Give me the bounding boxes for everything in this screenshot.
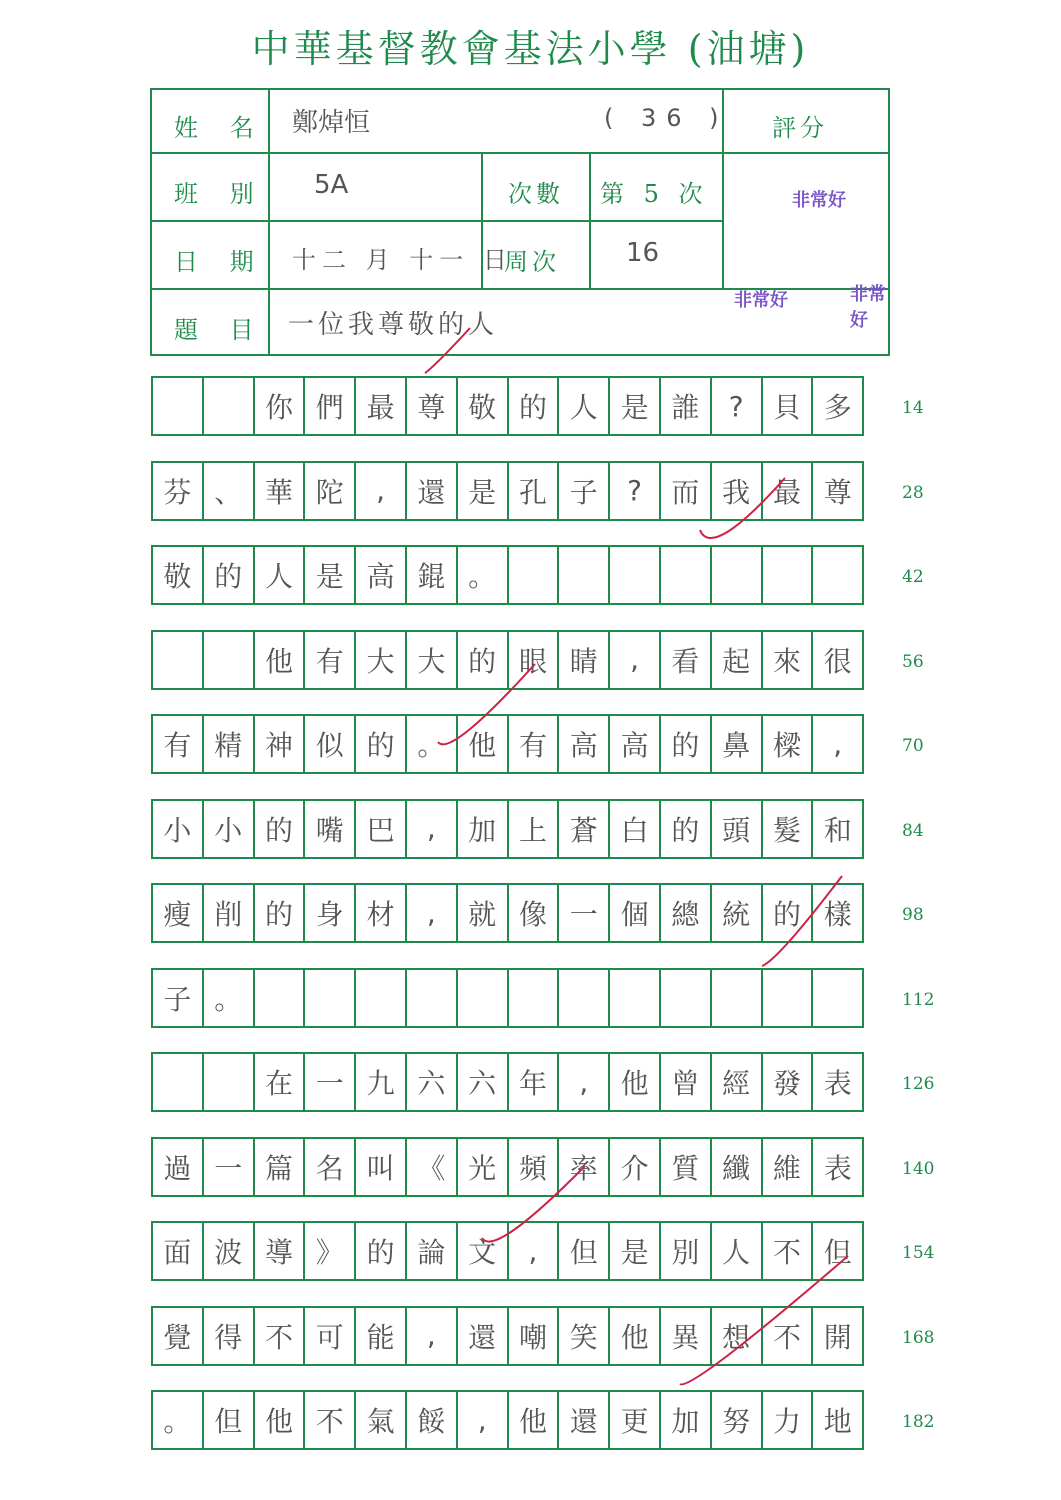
grid-cell: 但 — [811, 1221, 864, 1281]
page-title: 中華基督教會基法小學 (油塘) — [251, 27, 810, 71]
grid-cell: 統 — [710, 883, 763, 943]
character-count: 84 — [902, 820, 924, 841]
grid-cell: , — [608, 630, 661, 690]
grid-cell: 一 — [303, 1052, 356, 1112]
grid-cell — [202, 376, 255, 436]
grid-cell: 來 — [761, 630, 814, 690]
grid-cell — [151, 630, 204, 690]
grid-cell: , — [557, 1052, 610, 1112]
grid-cell: 餒 — [405, 1390, 458, 1450]
grid-cell: 瘦 — [151, 883, 204, 943]
grid-cell: 能 — [354, 1306, 407, 1366]
grid-cell: 上 — [507, 799, 560, 859]
character-count: 42 — [902, 567, 924, 587]
grid-cell: 文 — [456, 1221, 509, 1281]
grid-cell: 像 — [507, 883, 560, 943]
grid-cell: , — [811, 714, 864, 774]
grid-cell: 貝 — [761, 376, 814, 436]
grid-cell: 樑 — [761, 714, 814, 774]
grid-cell — [303, 968, 356, 1028]
grid-cell: 在 — [253, 1052, 306, 1112]
grid-cell: 表 — [811, 1137, 864, 1197]
grid-cell: 是 — [303, 545, 356, 605]
grid-row — [151, 461, 890, 521]
grid-cell: 。 — [202, 968, 255, 1028]
grid-cell: 看 — [659, 630, 712, 690]
grid-cell: 叫 — [354, 1137, 407, 1197]
grid-cell: 的 — [202, 545, 255, 605]
grid-cell: 巴 — [354, 799, 407, 859]
grid-cell: 加 — [659, 1390, 712, 1450]
grid-row — [151, 1221, 890, 1281]
grid-cell: 大 — [354, 630, 407, 690]
grid-cell — [761, 545, 814, 605]
grid-cell — [710, 545, 763, 605]
grid-cell: 的 — [253, 799, 306, 859]
grid-cell: 光 — [456, 1137, 509, 1197]
grid-cell: 頻 — [507, 1137, 560, 1197]
grid-cell: 的 — [354, 714, 407, 774]
grid-cell: 質 — [659, 1137, 712, 1197]
grid-cell: 神 — [253, 714, 306, 774]
grid-cell: 還 — [456, 1306, 509, 1366]
grid-cell: 波 — [202, 1221, 255, 1281]
grid-cell: , — [456, 1390, 509, 1450]
grid-row — [151, 799, 890, 859]
grid-cell: 導 — [253, 1221, 306, 1281]
grid-cell: 孔 — [507, 461, 560, 521]
name-value: 鄭焯恒 — [292, 108, 371, 138]
grid-cell: 有 — [303, 630, 356, 690]
grid-cell: 的 — [659, 714, 712, 774]
grid-cell: 嘴 — [303, 799, 356, 859]
grid-cell: 他 — [608, 1306, 661, 1366]
grid-cell: 你 — [253, 376, 306, 436]
grid-cell: 六 — [405, 1052, 458, 1112]
stamp-very-good: 非常好 — [850, 284, 886, 331]
character-count: 28 — [902, 482, 924, 503]
grid-cell: 可 — [303, 1306, 356, 1366]
grid-row — [151, 1052, 890, 1112]
grid-cell: 。 — [151, 1390, 204, 1450]
grid-cell: 芬 — [151, 461, 204, 521]
grid-cell: 論 — [405, 1221, 458, 1281]
grid-cell: 大 — [405, 630, 458, 690]
grid-cell: 纖 — [710, 1137, 763, 1197]
character-count: 70 — [902, 736, 924, 756]
grid-cell — [405, 968, 458, 1028]
grid-cell: 陀 — [303, 461, 356, 521]
grid-cell: 錕 — [405, 545, 458, 605]
grid-cell: 力 — [761, 1390, 814, 1450]
character-count: 126 — [902, 1074, 935, 1094]
grid-cell: 介 — [608, 1137, 661, 1197]
grid-cell: 他 — [253, 630, 306, 690]
grid-cell: 的 — [507, 376, 560, 436]
grid-cell: 過 — [151, 1137, 204, 1197]
grid-cell — [761, 968, 814, 1028]
grid-cell: 眼 — [507, 630, 560, 690]
name-label: 姓 名 — [174, 114, 266, 142]
grid-cell: , — [507, 1221, 560, 1281]
stamp-very-good: 非常好 — [734, 290, 788, 311]
grid-cell: 、 — [202, 461, 255, 521]
grid-cell: 他 — [253, 1390, 306, 1450]
grid-cell: 尊 — [811, 461, 864, 521]
character-count: 14 — [902, 398, 924, 418]
score-label: 評分 — [772, 114, 828, 142]
character-count: 154 — [902, 1243, 935, 1263]
grid-cell: 九 — [354, 1052, 407, 1112]
grid-cell — [811, 968, 864, 1028]
grid-cell: 睛 — [557, 630, 610, 690]
grid-cell: 的 — [456, 630, 509, 690]
grid-cell: 子 — [557, 461, 610, 521]
grid-cell: 努 — [710, 1390, 763, 1450]
grid-cell: 就 — [456, 883, 509, 943]
grid-cell: 子 — [151, 968, 204, 1028]
grid-cell — [608, 545, 661, 605]
grid-cell: 敬 — [456, 376, 509, 436]
grid-cell: 經 — [710, 1052, 763, 1112]
grid-cell: 不 — [761, 1306, 814, 1366]
grid-cell — [202, 1052, 255, 1112]
grid-cell: 尊 — [405, 376, 458, 436]
grid-cell: 別 — [659, 1221, 712, 1281]
date-label: 日 期 — [174, 248, 266, 276]
grid-cell: 》 — [303, 1221, 356, 1281]
grid-cell: 多 — [811, 376, 864, 436]
grid-cell: 華 — [253, 461, 306, 521]
grid-cell: 白 — [608, 799, 661, 859]
grid-cell: 。 — [456, 545, 509, 605]
grid-cell: 誰 — [659, 376, 712, 436]
grid-cell: 曾 — [659, 1052, 712, 1112]
grid-cell: 率 — [557, 1137, 610, 1197]
grid-cell — [507, 545, 560, 605]
grid-cell: 《 — [405, 1137, 458, 1197]
times-value: 第 5 次 — [600, 180, 709, 208]
grid-cell: 鼻 — [710, 714, 763, 774]
grid-cell: 面 — [151, 1221, 204, 1281]
grid-cell: 的 — [253, 883, 306, 943]
grid-cell: 我 — [710, 461, 763, 521]
grid-cell: ? — [710, 376, 763, 436]
grid-row — [151, 1390, 890, 1450]
grid-row — [151, 1137, 890, 1197]
grid-cell: , — [405, 799, 458, 859]
grid-cell — [354, 968, 407, 1028]
grid-cell: 但 — [557, 1221, 610, 1281]
grid-cell: 高 — [608, 714, 661, 774]
grid-cell: 敬 — [151, 545, 204, 605]
grid-cell: 人 — [253, 545, 306, 605]
grid-cell: 不 — [303, 1390, 356, 1450]
grid-cell: 但 — [202, 1390, 255, 1450]
grid-cell: 髮 — [761, 799, 814, 859]
grid-cell: 嘲 — [507, 1306, 560, 1366]
topic-label: 題 目 — [174, 316, 266, 344]
grid-cell: 人 — [557, 376, 610, 436]
grid-cell: 高 — [354, 545, 407, 605]
grid-cell: 覺 — [151, 1306, 204, 1366]
grid-cell — [253, 968, 306, 1028]
grid-cell: 地 — [811, 1390, 864, 1450]
character-count: 56 — [902, 651, 924, 672]
grid-cell: 笑 — [557, 1306, 610, 1366]
grid-cell: 個 — [608, 883, 661, 943]
grid-cell — [151, 1052, 204, 1112]
grid-cell: 一 — [557, 883, 610, 943]
grid-cell: 六 — [456, 1052, 509, 1112]
class-value: 5A — [314, 170, 349, 200]
grid-cell: 加 — [456, 799, 509, 859]
grid-cell: 表 — [811, 1052, 864, 1112]
grid-cell: 而 — [659, 461, 712, 521]
grid-cell: 材 — [354, 883, 407, 943]
grid-cell: 起 — [710, 630, 763, 690]
topic-value: 一位我尊敬的人 — [288, 310, 499, 340]
grid-cell: 氣 — [354, 1390, 407, 1450]
grid-cell: 更 — [608, 1390, 661, 1450]
character-count: 140 — [902, 1158, 935, 1179]
grid-cell: 是 — [608, 376, 661, 436]
grid-cell: 名 — [303, 1137, 356, 1197]
grid-cell: 有 — [151, 714, 204, 774]
grid-cell: 異 — [659, 1306, 712, 1366]
grid-cell — [557, 545, 610, 605]
grid-cell: 人 — [710, 1221, 763, 1281]
grid-cell: 蒼 — [557, 799, 610, 859]
grid-cell: 的 — [659, 799, 712, 859]
grid-cell: 是 — [608, 1221, 661, 1281]
grid-cell: 想 — [710, 1306, 763, 1366]
grid-cell: 得 — [202, 1306, 255, 1366]
grid-cell: 樣 — [811, 883, 864, 943]
grid-cell: 和 — [811, 799, 864, 859]
grid-cell: 不 — [253, 1306, 306, 1366]
grid-cell: 的 — [761, 883, 814, 943]
grid-cell: ? — [608, 461, 661, 521]
grid-row — [151, 376, 890, 436]
class-label: 班 別 — [174, 180, 266, 208]
grid-row — [151, 883, 890, 943]
grid-cell — [202, 630, 255, 690]
grid-cell: 總 — [659, 883, 712, 943]
grid-row — [151, 545, 890, 605]
grid-cell — [507, 968, 560, 1028]
grid-cell: 似 — [303, 714, 356, 774]
grid-cell: 他 — [507, 1390, 560, 1450]
grid-cell: 精 — [202, 714, 255, 774]
grid-cell: 篇 — [253, 1137, 306, 1197]
week-label: 周次 — [504, 248, 560, 276]
grid-cell: 身 — [303, 883, 356, 943]
grid-cell: 最 — [354, 376, 407, 436]
grid-cell: 開 — [811, 1306, 864, 1366]
grid-cell — [456, 968, 509, 1028]
grid-cell — [557, 968, 610, 1028]
grid-row — [151, 968, 890, 1028]
grid-cell: 還 — [557, 1390, 610, 1450]
grid-row — [151, 630, 890, 690]
grid-cell — [608, 968, 661, 1028]
grid-row — [151, 1306, 890, 1366]
grid-cell: 他 — [608, 1052, 661, 1112]
grid-cell: 不 — [761, 1221, 814, 1281]
character-count: 168 — [902, 1327, 935, 1348]
grid-cell: 最 — [761, 461, 814, 521]
grid-cell: 他 — [456, 714, 509, 774]
grid-cell: 一 — [202, 1137, 255, 1197]
grid-cell — [659, 968, 712, 1028]
student-info-table — [150, 88, 890, 356]
stamp-very-good: 非常好 — [792, 190, 846, 211]
grid-cell: , — [405, 1306, 458, 1366]
times-label: 次數 — [508, 180, 564, 208]
date-value: 十二 月 十一 日 — [292, 246, 513, 274]
character-count: 98 — [902, 905, 924, 925]
grid-cell: 是 — [456, 461, 509, 521]
grid-cell: 削 — [202, 883, 255, 943]
grid-cell: 小 — [202, 799, 255, 859]
grid-cell: 還 — [405, 461, 458, 521]
grid-cell: 維 — [761, 1137, 814, 1197]
grid-row — [151, 714, 890, 774]
week-value: 16 — [626, 238, 660, 268]
grid-cell — [151, 376, 204, 436]
grid-cell — [710, 968, 763, 1028]
grid-cell: 們 — [303, 376, 356, 436]
grid-cell: , — [405, 883, 458, 943]
grid-cell: 很 — [811, 630, 864, 690]
grid-cell: 年 — [507, 1052, 560, 1112]
grid-cell: 高 — [557, 714, 610, 774]
grid-cell — [811, 545, 864, 605]
grid-cell: 發 — [761, 1052, 814, 1112]
student-number: ( 36 ) — [604, 104, 729, 132]
character-count: 182 — [902, 1412, 935, 1432]
grid-cell: 頭 — [710, 799, 763, 859]
grid-cell: 小 — [151, 799, 204, 859]
grid-cell: 有 — [507, 714, 560, 774]
character-count: 112 — [902, 989, 935, 1010]
grid-cell — [659, 545, 712, 605]
grid-cell: , — [354, 461, 407, 521]
grid-cell: 的 — [354, 1221, 407, 1281]
grid-cell: 。 — [405, 714, 458, 774]
